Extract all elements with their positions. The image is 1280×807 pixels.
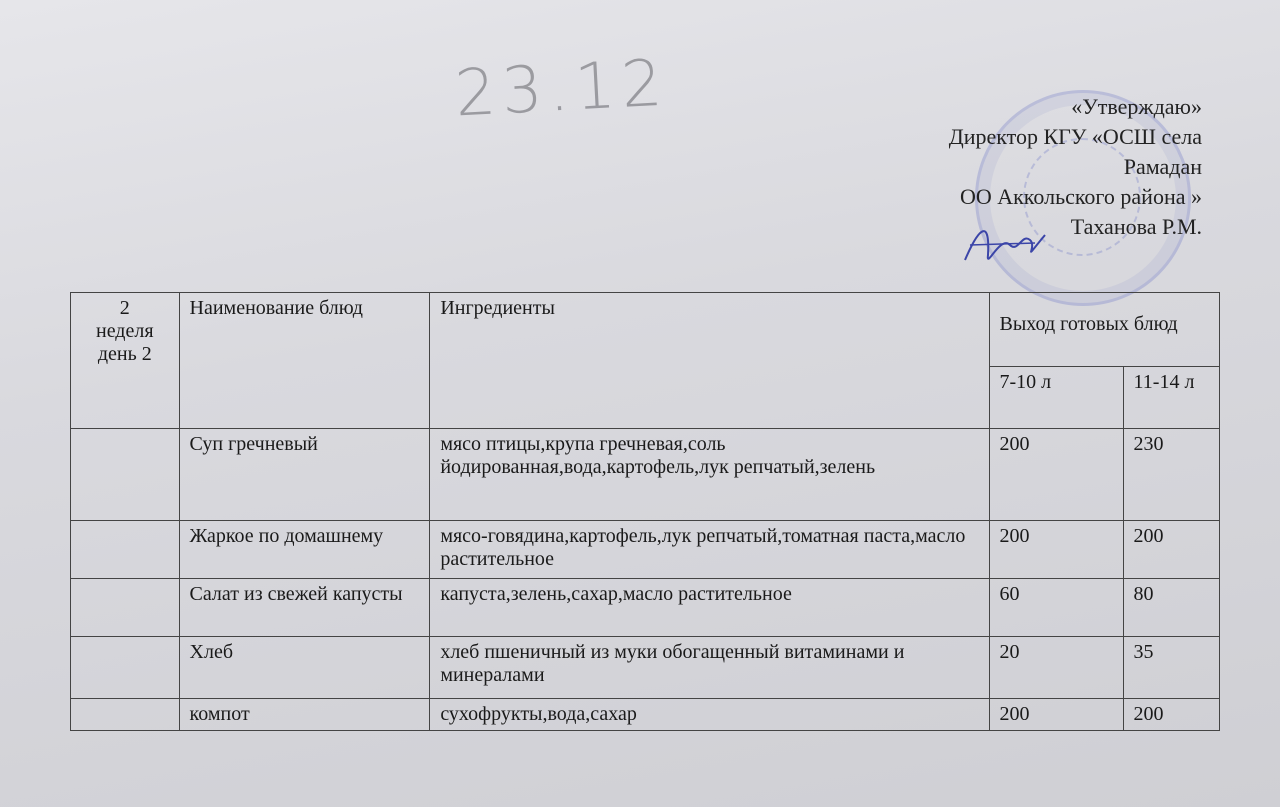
portion-7-10: 20 <box>989 637 1123 699</box>
portion-7-10: 200 <box>989 429 1123 521</box>
header-age-11-14: 11-14 л <box>1123 367 1219 429</box>
approval-line: Рамадан <box>1123 154 1202 179</box>
table-row <box>71 429 1220 521</box>
week-label: неделя <box>95 320 154 342</box>
dish-ingredients: мясо птицы,крупа гречневая,соль йодированная,вода,картофель,лук репчатый,зелень <box>430 429 989 521</box>
portion-11-14: 80 <box>1123 579 1219 637</box>
table-row <box>71 579 1220 637</box>
dish-ingredients: капуста,зелень,сахар,масло растительное <box>430 579 989 637</box>
table-row <box>71 521 1220 579</box>
dish-name: Жаркое по домашнему <box>179 521 430 579</box>
header-output: Выход готовых блюд <box>989 293 1220 367</box>
header-row <box>71 293 1220 367</box>
dish-ingredients: мясо-говядина,картофель,лук репчатый,томатная паста,масло растительное <box>430 521 989 579</box>
portion-11-14: 200 <box>1123 521 1219 579</box>
portion-11-14: 35 <box>1123 637 1219 699</box>
portion-11-14: 200 <box>1123 699 1219 731</box>
approval-signatory: Таханова Р.М. <box>1070 214 1202 239</box>
handwritten-date: 23.12 <box>453 46 671 132</box>
portion-7-10: 200 <box>989 521 1123 579</box>
approval-line: «Утверждаю» <box>1071 94 1202 119</box>
week-day-cell <box>71 293 180 429</box>
portion-11-14: 230 <box>1123 429 1219 521</box>
week-number: 2 <box>119 297 130 319</box>
approval-line: ОО Аккольского района » <box>959 184 1202 209</box>
table-row <box>71 637 1220 699</box>
dish-ingredients: сухофрукты,вода,сахар <box>430 699 989 731</box>
day-label: день 2 <box>97 343 152 365</box>
dish-name: Хлеб <box>179 637 430 699</box>
dish-name: Суп гречневый <box>179 429 430 521</box>
portion-7-10: 200 <box>989 699 1123 731</box>
header-ingredients: Ингредиенты <box>430 293 989 429</box>
approval-block <box>842 92 1202 242</box>
dish-name: Салат из свежей капусты <box>179 579 430 637</box>
dish-ingredients: хлеб пшеничный из муки обогащенный витаминами и минералами <box>430 637 989 699</box>
dish-name: компот <box>179 699 430 731</box>
table-row <box>71 699 1220 731</box>
approval-line: Директор КГУ «ОСШ села <box>948 124 1202 149</box>
portion-7-10: 60 <box>989 579 1123 637</box>
header-age-7-10: 7-10 л <box>989 367 1123 429</box>
header-dish: Наименование блюд <box>179 293 430 429</box>
menu-table <box>70 292 1220 731</box>
